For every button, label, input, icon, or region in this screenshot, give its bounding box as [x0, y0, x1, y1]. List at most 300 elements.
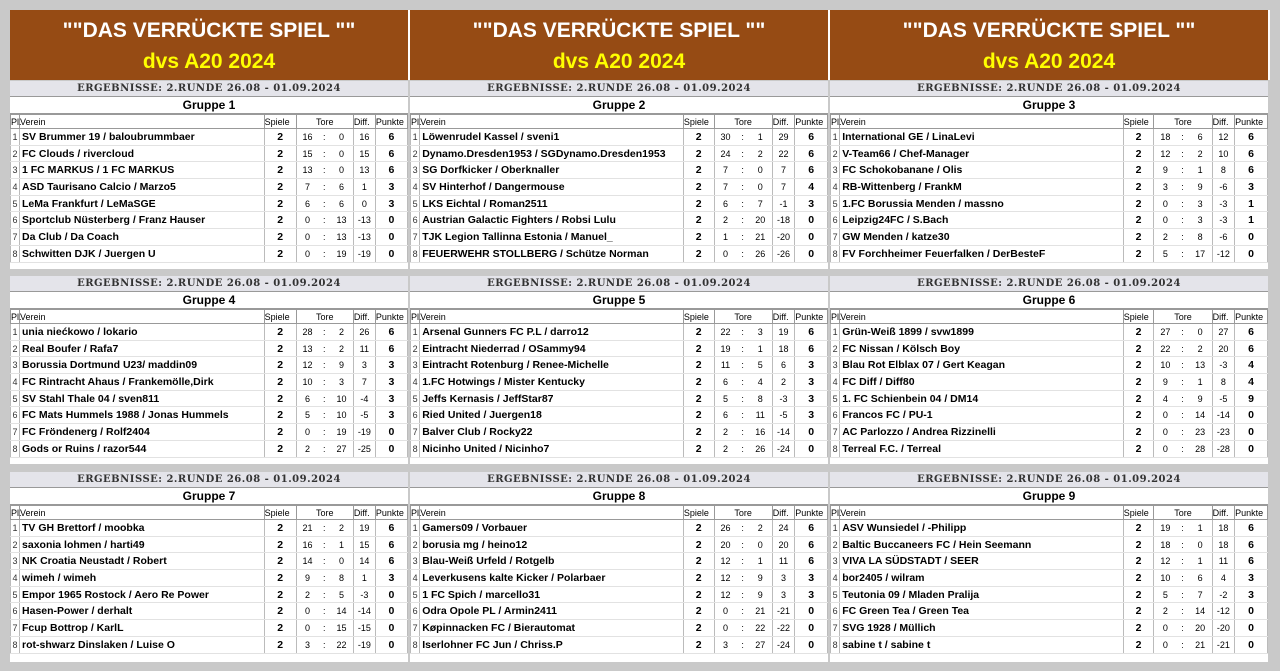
games-cell: 2: [264, 603, 296, 620]
results-round-banner: ERGEBNISSE: 2.RUNDE 26.08 - 01.09.2024: [830, 472, 1268, 488]
table-row: [411, 179, 828, 196]
goals-against-cell: 27: [749, 636, 773, 653]
games-cell: 2: [683, 553, 714, 570]
games-cell: 2: [683, 162, 714, 179]
points-cell: 0: [795, 620, 828, 637]
diff-cell: 10: [1212, 145, 1235, 162]
place-cell: 1: [831, 324, 840, 341]
goals-separator: :: [1176, 129, 1188, 146]
col-header-games: Spiele: [683, 310, 714, 324]
title-line-2: dvs A20 2024: [982, 50, 1116, 73]
standings-table: [10, 309, 408, 458]
points-cell: 3: [1235, 586, 1268, 603]
games-cell: 2: [683, 536, 714, 553]
club-cell: Køpinnacken FC / Bierautomat: [420, 620, 684, 637]
goals-separator: :: [318, 129, 330, 146]
diff-cell: 14: [353, 553, 375, 570]
club-cell: GW Menden / katze30: [840, 229, 1123, 246]
goals-for-cell: 6: [296, 390, 318, 407]
table-row: [11, 357, 408, 374]
games-cell: 2: [1123, 407, 1154, 424]
goals-separator: :: [318, 424, 330, 441]
place-cell: 7: [831, 229, 840, 246]
goals-for-cell: 2: [714, 212, 736, 229]
place-cell: 6: [411, 212, 420, 229]
table-row: [831, 374, 1268, 391]
goals-for-cell: 6: [714, 374, 736, 391]
games-cell: 2: [1123, 195, 1154, 212]
club-cell: Gods or Ruins / razor544: [20, 440, 265, 457]
goals-separator: :: [1176, 570, 1188, 587]
goals-against-cell: 2: [749, 520, 773, 537]
goals-separator: :: [318, 570, 330, 587]
goals-against-cell: 23: [1189, 424, 1213, 441]
col-header-games: Spiele: [1123, 506, 1154, 520]
games-cell: 2: [683, 129, 714, 146]
points-cell: 0: [1235, 229, 1268, 246]
place-cell: 7: [11, 620, 20, 637]
col-header-club: Verein: [20, 506, 265, 520]
games-cell: 2: [264, 586, 296, 603]
standings-table: [10, 114, 408, 263]
goals-for-cell: 3: [1154, 179, 1177, 196]
table-row: [11, 570, 408, 587]
games-cell: 2: [264, 324, 296, 341]
goals-against-cell: 3: [330, 374, 353, 391]
group-title: Gruppe 9: [830, 488, 1268, 505]
goals-against-cell: 4: [749, 374, 773, 391]
table-row: [831, 407, 1268, 424]
games-cell: 2: [683, 229, 714, 246]
col-header-points: Punkte: [375, 310, 407, 324]
club-cell: 1 FC Spich / marcello31: [420, 586, 684, 603]
place-cell: 5: [831, 390, 840, 407]
goals-against-cell: 2: [749, 145, 773, 162]
goals-for-cell: 6: [714, 407, 736, 424]
points-cell: 0: [1235, 620, 1268, 637]
goals-separator: :: [1176, 390, 1188, 407]
col-header-games: Spiele: [683, 115, 714, 129]
col-header-goals: Tore: [296, 506, 353, 520]
table-row: [831, 212, 1268, 229]
diff-cell: -20: [1212, 620, 1235, 637]
games-cell: 2: [264, 440, 296, 457]
place-cell: 3: [11, 553, 20, 570]
table-row: [831, 357, 1268, 374]
goals-against-cell: 1: [1189, 520, 1213, 537]
place-cell: 4: [11, 374, 20, 391]
table-row: [11, 179, 408, 196]
group-panel: [10, 276, 410, 464]
title-line-1: ""DAS VERRÜCKTE SPIEL "": [902, 19, 1196, 42]
games-cell: 2: [264, 129, 296, 146]
games-cell: 2: [683, 195, 714, 212]
col-header-place: Pl.: [831, 507, 842, 518]
diff-cell: -14: [353, 603, 375, 620]
games-cell: 2: [683, 374, 714, 391]
goals-for-cell: 1: [714, 229, 736, 246]
games-cell: 2: [1123, 636, 1154, 653]
diff-cell: 1: [353, 570, 375, 587]
table-row: [411, 145, 828, 162]
table-row: [411, 229, 828, 246]
goals-separator: :: [1176, 145, 1188, 162]
goals-separator: :: [1176, 374, 1188, 391]
diff-cell: -4: [353, 390, 375, 407]
standings-table: [410, 114, 828, 263]
games-cell: 2: [1123, 245, 1154, 262]
games-cell: 2: [264, 374, 296, 391]
goals-separator: :: [318, 145, 330, 162]
goals-against-cell: 0: [330, 145, 353, 162]
diff-cell: -12: [1212, 245, 1235, 262]
goals-for-cell: 5: [714, 390, 736, 407]
col-header-club: Verein: [420, 310, 684, 324]
col-header-goals: Tore: [296, 310, 353, 324]
col-header-place: Pl.: [411, 507, 422, 518]
points-cell: 4: [1235, 357, 1268, 374]
group-panel: [830, 276, 1270, 464]
points-cell: 0: [375, 603, 407, 620]
games-cell: 2: [1123, 390, 1154, 407]
goals-against-cell: 21: [749, 603, 773, 620]
goals-against-cell: 3: [1189, 212, 1213, 229]
goals-against-cell: 20: [749, 212, 773, 229]
goals-for-cell: 0: [1154, 424, 1177, 441]
goals-against-cell: 10: [330, 407, 353, 424]
diff-cell: 6: [772, 357, 794, 374]
col-header-diff: Diff.: [1212, 506, 1235, 520]
table-row: [411, 324, 828, 341]
points-cell: 0: [795, 636, 828, 653]
goals-for-cell: 19: [714, 340, 736, 357]
table-header-row: [411, 115, 828, 129]
place-cell: 7: [11, 229, 20, 246]
place-cell: 5: [11, 586, 20, 603]
header-banner-3: [830, 10, 1270, 80]
goals-against-cell: 1: [1189, 553, 1213, 570]
table-row: [411, 212, 828, 229]
points-cell: 6: [375, 129, 407, 146]
table-header-row: [831, 115, 1268, 129]
club-cell: FC Rintracht Ahaus / Frankemölle,Dirk: [20, 374, 265, 391]
diff-cell: 19: [353, 520, 375, 537]
diff-cell: 11: [772, 553, 794, 570]
goals-against-cell: 6: [330, 195, 353, 212]
group-title: Gruppe 5: [410, 292, 828, 309]
diff-cell: 3: [772, 570, 794, 587]
goals-separator: :: [737, 570, 749, 587]
place-cell: 6: [831, 407, 840, 424]
place-cell: 3: [411, 357, 420, 374]
goals-separator: :: [318, 536, 330, 553]
club-cell: ASD Taurisano Calcio / Marzo5: [20, 179, 265, 196]
col-header-place: Pl.: [831, 116, 842, 127]
goals-separator: :: [318, 195, 330, 212]
table-row: [831, 179, 1268, 196]
standings-table: [830, 309, 1268, 458]
goals-against-cell: 2: [330, 520, 353, 537]
points-cell: 4: [795, 179, 828, 196]
goals-against-cell: 0: [330, 553, 353, 570]
col-header-place: Pl.: [411, 311, 422, 322]
games-cell: 2: [1123, 340, 1154, 357]
games-cell: 2: [264, 620, 296, 637]
col-header-points: Punkte: [1235, 506, 1268, 520]
diff-cell: -3: [772, 390, 794, 407]
place-cell: 1: [831, 520, 840, 537]
goals-against-cell: 1: [1189, 162, 1213, 179]
table-row: [11, 195, 408, 212]
goals-against-cell: 17: [1189, 245, 1213, 262]
points-cell: 3: [795, 195, 828, 212]
goals-separator: :: [737, 245, 749, 262]
diff-cell: 4: [1212, 570, 1235, 587]
goals-for-cell: 4: [1154, 390, 1177, 407]
place-cell: 8: [411, 245, 420, 262]
goals-separator: :: [737, 407, 749, 424]
goals-against-cell: 3: [749, 324, 773, 341]
place-cell: 5: [411, 195, 420, 212]
place-cell: 2: [11, 536, 20, 553]
col-header-points: Punkte: [795, 310, 828, 324]
points-cell: 3: [795, 570, 828, 587]
games-cell: 2: [683, 324, 714, 341]
diff-cell: 29: [772, 129, 794, 146]
goals-separator: :: [318, 357, 330, 374]
goals-against-cell: 9: [330, 357, 353, 374]
goals-separator: :: [318, 212, 330, 229]
goals-for-cell: 0: [296, 620, 318, 637]
goals-for-cell: 19: [1154, 520, 1177, 537]
table-row: [411, 603, 828, 620]
points-cell: 6: [1235, 324, 1268, 341]
table-row: [11, 212, 408, 229]
club-cell: Balver Club / Rocky22: [420, 424, 684, 441]
place-cell: 2: [411, 536, 420, 553]
points-cell: 6: [795, 553, 828, 570]
col-header-diff: Diff.: [772, 310, 794, 324]
goals-for-cell: 5: [1154, 245, 1177, 262]
table-row: [11, 145, 408, 162]
club-cell: Iserlohner FC Jun / Chriss.P: [420, 636, 684, 653]
games-cell: 2: [1123, 374, 1154, 391]
place-cell: 3: [411, 553, 420, 570]
games-cell: 2: [683, 357, 714, 374]
goals-for-cell: 0: [1154, 440, 1177, 457]
goals-against-cell: 2: [1189, 145, 1213, 162]
points-cell: 6: [795, 145, 828, 162]
title-line-1: ""DAS VERRÜCKTE SPIEL "": [62, 19, 356, 42]
goals-against-cell: 7: [1189, 586, 1213, 603]
games-cell: 2: [683, 407, 714, 424]
header-banner-2: [410, 10, 830, 80]
points-cell: 0: [795, 440, 828, 457]
games-cell: 2: [683, 340, 714, 357]
diff-cell: -13: [353, 229, 375, 246]
goals-for-cell: 22: [1154, 340, 1177, 357]
col-header-goals: Tore: [714, 115, 772, 129]
table-row: [411, 340, 828, 357]
col-header-club: Verein: [420, 115, 684, 129]
games-cell: 2: [264, 229, 296, 246]
goals-for-cell: 9: [1154, 374, 1177, 391]
diff-cell: 3: [353, 357, 375, 374]
diff-cell: -5: [1212, 390, 1235, 407]
club-cell: SV Hinterhof / Dangermouse: [420, 179, 684, 196]
place-cell: 2: [11, 340, 20, 357]
header-banner-1: [10, 10, 410, 80]
place-cell: 6: [411, 407, 420, 424]
col-header-goals: Tore: [296, 115, 353, 129]
games-cell: 2: [264, 520, 296, 537]
points-cell: 3: [375, 179, 407, 196]
goals-against-cell: 21: [749, 229, 773, 246]
goals-separator: :: [737, 636, 749, 653]
club-cell: Grün-Weiß 1899 / svw1899: [840, 324, 1123, 341]
diff-cell: 3: [772, 586, 794, 603]
goals-for-cell: 6: [296, 195, 318, 212]
club-cell: Ried United / Juergen18: [420, 407, 684, 424]
goals-against-cell: 19: [330, 424, 353, 441]
goals-separator: :: [737, 340, 749, 357]
col-header-points: Punkte: [1235, 115, 1268, 129]
goals-for-cell: 0: [296, 603, 318, 620]
goals-for-cell: 5: [1154, 586, 1177, 603]
group-panel: [10, 472, 410, 662]
diff-cell: -1: [772, 195, 794, 212]
diff-cell: 26: [353, 324, 375, 341]
col-header-diff: Diff.: [353, 506, 375, 520]
goals-against-cell: 26: [749, 245, 773, 262]
goals-against-cell: 14: [1189, 407, 1213, 424]
points-cell: 3: [795, 374, 828, 391]
goals-for-cell: 7: [296, 179, 318, 196]
col-header-club: Verein: [420, 506, 684, 520]
goals-against-cell: 8: [330, 570, 353, 587]
points-cell: 3: [375, 195, 407, 212]
diff-cell: 18: [1212, 536, 1235, 553]
goals-separator: :: [318, 636, 330, 653]
points-cell: 3: [1235, 179, 1268, 196]
points-cell: 0: [795, 603, 828, 620]
diff-cell: -24: [772, 636, 794, 653]
place-cell: 4: [411, 179, 420, 196]
col-header-diff: Diff.: [772, 115, 794, 129]
goals-separator: :: [737, 586, 749, 603]
goals-for-cell: 0: [714, 620, 736, 637]
goals-for-cell: 0: [714, 245, 736, 262]
goals-for-cell: 7: [714, 179, 736, 196]
goals-separator: :: [1176, 440, 1188, 457]
goals-for-cell: 2: [714, 440, 736, 457]
goals-against-cell: 5: [330, 586, 353, 603]
goals-against-cell: 2: [1189, 340, 1213, 357]
diff-cell: -2: [1212, 586, 1235, 603]
goals-against-cell: 26: [749, 440, 773, 457]
goals-separator: :: [1176, 212, 1188, 229]
diff-cell: -23: [1212, 424, 1235, 441]
goals-separator: :: [1176, 636, 1188, 653]
club-cell: Teutonia 09 / Mladen Pralija: [840, 586, 1123, 603]
diff-cell: -13: [353, 212, 375, 229]
diff-cell: -25: [353, 440, 375, 457]
diff-cell: -5: [772, 407, 794, 424]
title-line-1: ""DAS VERRÜCKTE SPIEL "": [472, 19, 766, 42]
goals-for-cell: 0: [1154, 195, 1177, 212]
club-cell: Gamers09 / Vorbauer: [420, 520, 684, 537]
col-header-games: Spiele: [1123, 310, 1154, 324]
club-cell: Fcup Bottrop / KarlL: [20, 620, 265, 637]
place-cell: 4: [411, 374, 420, 391]
goals-separator: :: [318, 162, 330, 179]
place-cell: 5: [11, 195, 20, 212]
col-header-points: Punkte: [795, 506, 828, 520]
goals-against-cell: 0: [1189, 324, 1213, 341]
games-cell: 2: [1123, 324, 1154, 341]
place-cell: 4: [831, 570, 840, 587]
club-cell: Francos FC / PU-1: [840, 407, 1123, 424]
table-row: [411, 553, 828, 570]
place-cell: 3: [831, 553, 840, 570]
points-cell: 6: [375, 553, 407, 570]
goals-against-cell: 9: [1189, 390, 1213, 407]
table-row: [831, 390, 1268, 407]
diff-cell: -19: [353, 245, 375, 262]
goals-separator: :: [318, 520, 330, 537]
col-header-games: Spiele: [1123, 115, 1154, 129]
points-cell: 9: [1235, 390, 1268, 407]
points-cell: 3: [795, 586, 828, 603]
group-panel: [410, 472, 830, 662]
goals-for-cell: 14: [296, 553, 318, 570]
table-row: [411, 586, 828, 603]
points-cell: 6: [795, 340, 828, 357]
col-header-points: Punkte: [795, 115, 828, 129]
group-title: Gruppe 1: [10, 97, 408, 114]
club-cell: Odra Opole PL / Armin2411: [420, 603, 684, 620]
goals-separator: :: [318, 229, 330, 246]
place-cell: 4: [831, 374, 840, 391]
goals-for-cell: 2: [296, 440, 318, 457]
diff-cell: 18: [1212, 520, 1235, 537]
goals-separator: :: [737, 620, 749, 637]
goals-for-cell: 12: [1154, 553, 1177, 570]
group-title: Gruppe 3: [830, 97, 1268, 114]
col-header-points: Punkte: [375, 115, 407, 129]
table-row: [831, 424, 1268, 441]
diff-cell: -12: [1212, 603, 1235, 620]
place-cell: 2: [411, 145, 420, 162]
goals-against-cell: 3: [1189, 195, 1213, 212]
points-cell: 6: [795, 324, 828, 341]
diff-cell: -6: [1212, 179, 1235, 196]
table-row: [831, 440, 1268, 457]
goals-separator: :: [318, 407, 330, 424]
results-round-banner: ERGEBNISSE: 2.RUNDE 26.08 - 01.09.2024: [410, 472, 828, 488]
goals-separator: :: [1176, 357, 1188, 374]
games-cell: 2: [264, 636, 296, 653]
goals-separator: :: [1176, 536, 1188, 553]
title-line-2: dvs A20 2024: [142, 50, 276, 73]
goals-against-cell: 2: [330, 340, 353, 357]
goals-for-cell: 2: [296, 586, 318, 603]
goals-against-cell: 9: [749, 570, 773, 587]
table-row: [11, 340, 408, 357]
points-cell: 0: [375, 229, 407, 246]
goals-for-cell: 13: [296, 340, 318, 357]
diff-cell: -24: [772, 440, 794, 457]
